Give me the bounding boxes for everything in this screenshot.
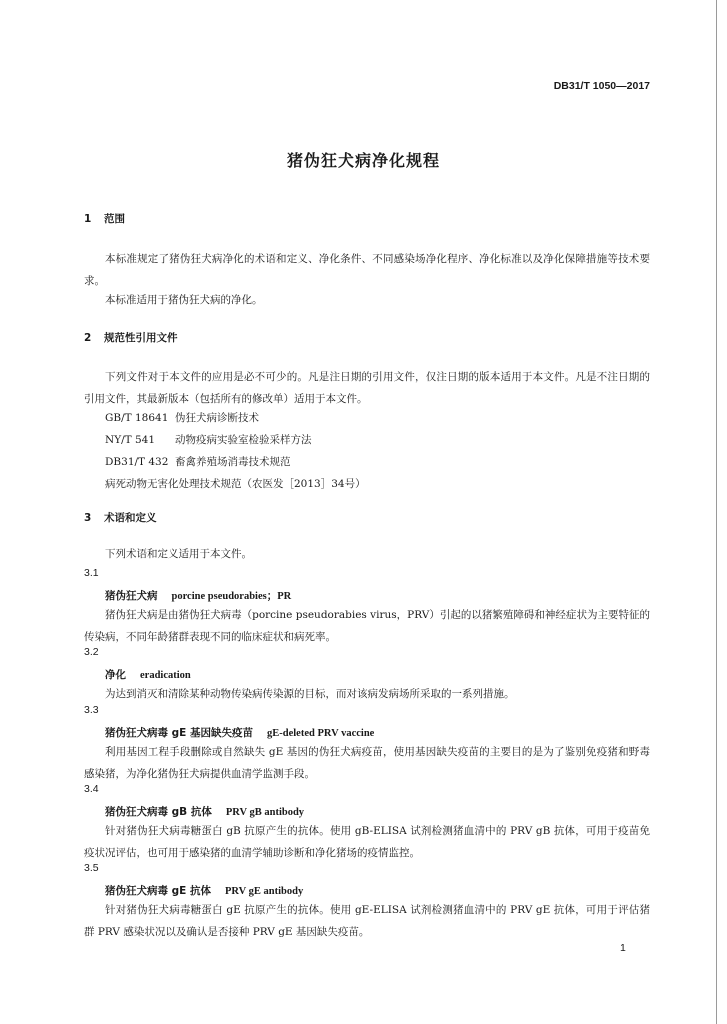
term-definition: 针对猪伪狂犬病毒糖蛋白 gB 抗原产生的抗体。使用 gB-ELISA 试剂检测猪血清中的 PRV gB 抗体，可用于疫苗免疫状况评估，也可用于感染猪的血清学辅助诊断和净化猪场的疫情监控。 [84,825,650,859]
term-name-en: PRV gE antibody [225,886,304,897]
section-number: 3 [84,512,92,524]
term-name [105,725,374,740]
references-intro: 下列文件对于本文件的应用是必不可少的。凡是注日期的引用文件，仅注日期的版本适用于本文件。凡是不注日期的引用文件，其最新版本（包括所有的修改单）适用于本文件。 [84,371,650,405]
reference-code: GB/T 18641 [105,412,169,424]
term-name [105,588,291,603]
scope-paragraph-1: 本标准规定了猪伪狂犬病净化的术语和定义、净化条件、不同感染场净化程序、净化标准以及净化保障措施等技术要求。 [84,253,650,287]
term-name-zh: 净化 [105,669,126,681]
terms-intro: 下列术语和定义适用于本文件。 [105,548,252,560]
term-name-en: PRV gB antibody [225,807,305,818]
term-name-en: gE-deleted PRV vaccine [267,728,375,739]
term-name-en: porcine pseudorabies；PR [171,591,292,602]
reference-name: 畜禽养殖场消毒技术规范 [175,456,291,468]
term-number: 3.4 [84,783,99,795]
section-3-heading [84,510,157,525]
term-definition: 为达到消灭和清除某种动物传染病传染源的目标，而对该病发病场所采取的一系列措施。 [105,688,515,700]
reference-name: 伪狂犬病诊断技术 [175,412,259,424]
reference-item [105,454,291,469]
term-name-zh: 猪伪狂犬病毒 gE 抗体 [105,885,211,897]
term-definition: 利用基因工程手段删除或自然缺失 gE 基因的伪狂犬病疫苗，使用基因缺失疫苗的主要目的是为了鉴别免疫猪和野毒感染猪，为净化猪伪狂犬病提供血清学监测手段。 [84,746,650,780]
reference-item [105,410,259,425]
term-name-zh: 猪伪狂犬病毒 gE 基因缺失疫苗 [105,727,253,739]
reference-item-last: 病死动物无害化处理技术规范（农医发［2013］34号） [105,478,366,490]
reference-name: 动物疫病实验室检验采样方法 [175,434,312,446]
term-number: 3.2 [84,646,99,658]
page-number: 1 [620,942,626,954]
term-definition: 猪伪狂犬病是由猪伪狂犬病毒（porcine pseudorabies virus，PRV）引起的以猪繁殖障碍和神经症状为主要特征的传染病，不同年龄猪群表现不同的临床症状和病死率。 [84,609,650,643]
term-name [105,883,303,898]
term-name-zh: 猪伪狂犬病 [105,590,158,602]
reference-code: DB31/T 432 [105,456,169,468]
section-number: 2 [84,332,92,344]
section-title: 范围 [104,213,125,225]
term-number: 3.5 [84,862,99,874]
section-1-heading [84,211,125,226]
document-code: DB31/T 1050—2017 [553,80,650,92]
section-2-heading [84,330,178,345]
section-number: 1 [84,213,92,225]
term-name [105,667,191,682]
term-name [105,804,304,819]
term-definition: 针对猪伪狂犬病毒糖蛋白 gE 抗原产生的抗体。使用 gE-ELISA 试剂检测猪血清中的 PRV gE 抗体，可用于评估猪群 PRV 感染状况以及确认是否接种 PRV gE 基因缺失疫苗。 [84,904,650,938]
term-name-zh: 猪伪狂犬病毒 gB 抗体 [105,806,212,818]
term-name-en: eradication [140,670,191,681]
scope-paragraph-2: 本标准适用于猪伪狂犬病的净化。 [105,294,263,306]
reference-item [105,432,312,447]
term-number: 3.3 [84,704,99,716]
section-title: 规范性引用文件 [104,332,178,344]
section-title: 术语和定义 [104,512,157,524]
document-title: 猪伪狂犬病净化规程 [286,151,440,170]
reference-code: NY/T 541 [105,434,156,446]
term-number: 3.1 [84,567,99,579]
